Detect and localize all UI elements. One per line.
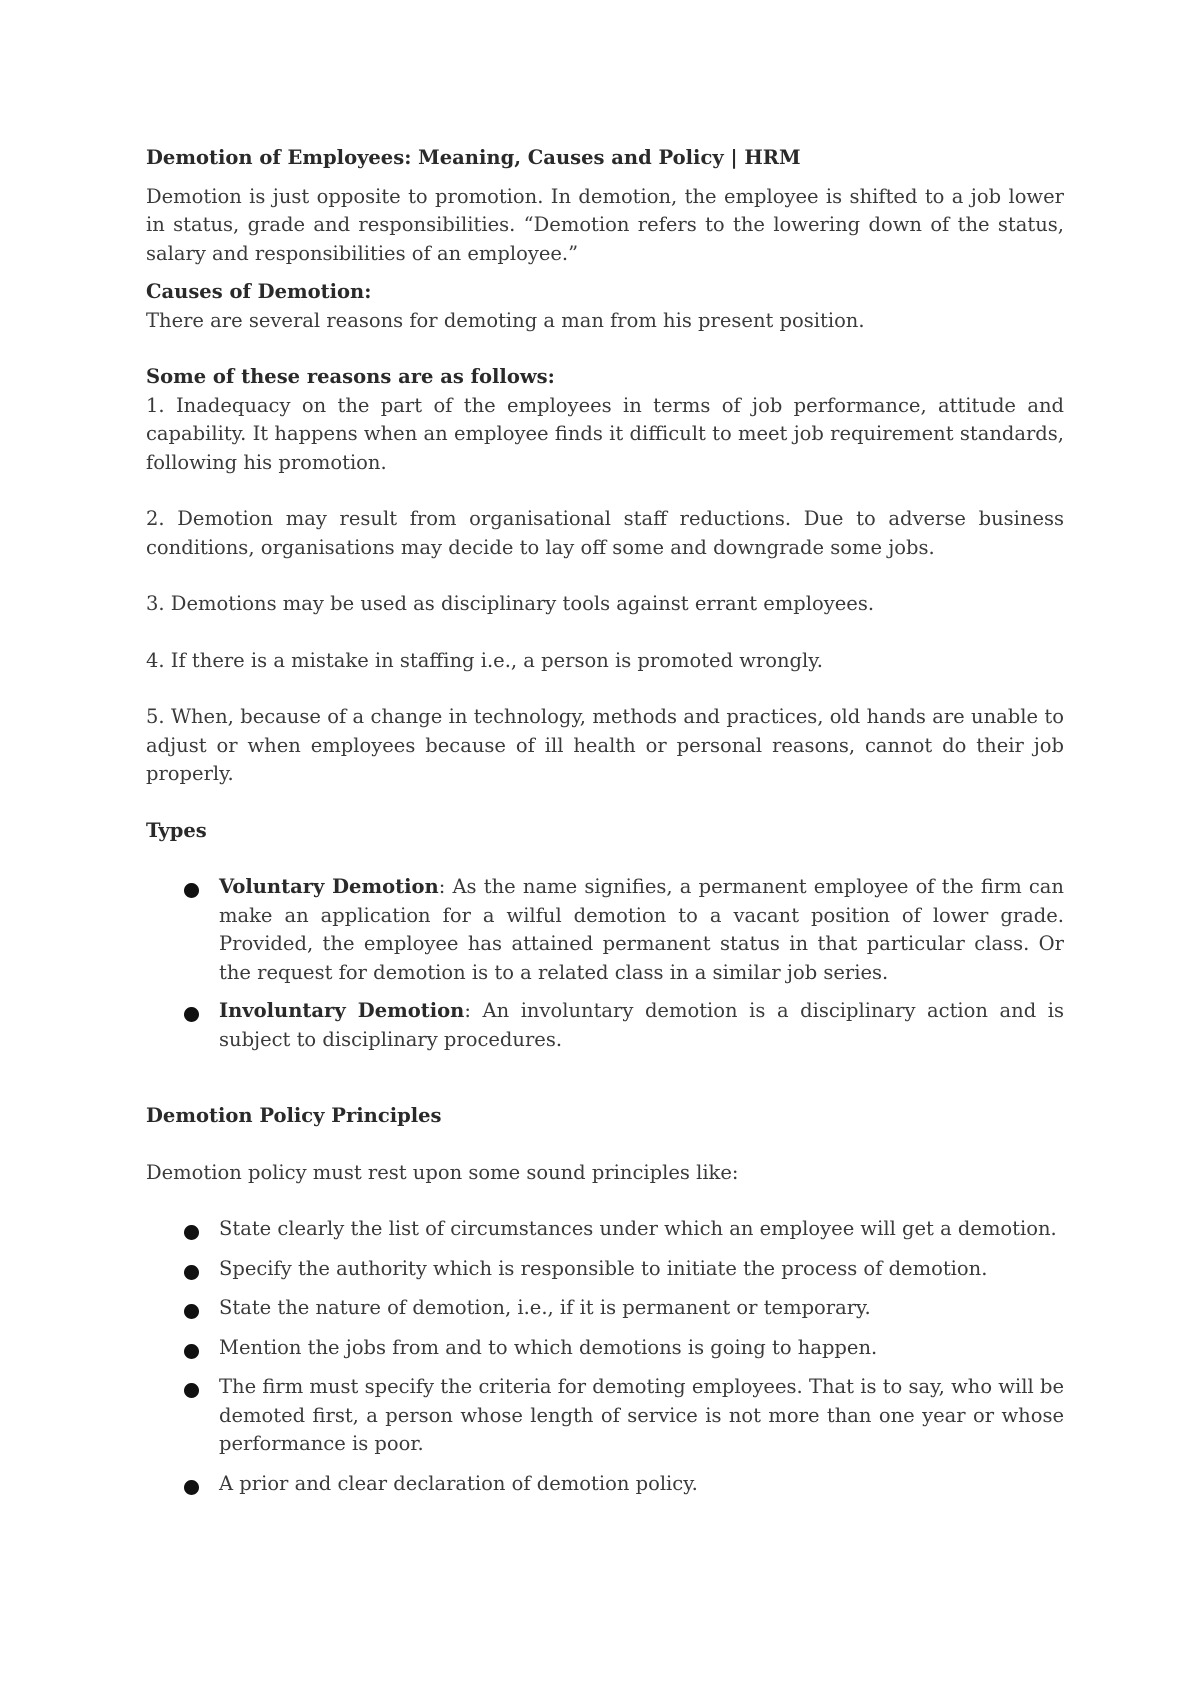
types-heading: Types <box>146 818 207 842</box>
principle-text: The firm must specify the criteria for demoting employees. That is to say, who will be demoted first, a person whose length of service is not more than one year or whose performance is poor. <box>219 1375 1064 1455</box>
principle-text: State the nature of demotion, i.e., if it is permanent or temporary. <box>219 1296 871 1319</box>
list-item <box>146 1373 1064 1459</box>
list-item <box>146 1215 1064 1244</box>
type-term: Voluntary Demotion <box>219 875 439 898</box>
list-item <box>146 1334 1064 1363</box>
bullet-icon <box>184 1265 199 1280</box>
principle-text: A prior and clear declaration of demotion policy. <box>219 1471 698 1495</box>
bullet-icon <box>184 1480 199 1495</box>
bullet-icon <box>184 883 199 898</box>
intro-paragraph: Demotion is just opposite to promotion. In demotion, the employee is shifted to a job lower in status, grade and responsibilities. “Demotion refers to the lowering down of the status, salary and responsibilities of an employee.” <box>146 184 1064 265</box>
types-list <box>146 873 1064 1054</box>
causes-text: There are several reasons for demoting a man from his present position. <box>146 308 865 332</box>
document-page <box>146 144 1064 1509</box>
principle-text: Specify the authority which is responsible to initiate the process of demotion. <box>219 1256 988 1280</box>
list-item <box>146 873 1064 987</box>
cause-item-1: 1. Inadequacy on the part of the employees in terms of job performance, attitude and capability. It happens when an employee finds it difficult to meet job requirement standards, following his promotion. <box>146 393 1064 474</box>
cause-item-4: 4. If there is a mistake in staffing i.e., a person is promoted wrongly. <box>146 648 823 672</box>
cause-item-3: 3. Demotions may be used as disciplinary tools against errant employees. <box>146 592 875 615</box>
list-item <box>146 1294 1064 1323</box>
bullet-icon <box>184 1225 199 1240</box>
policy-heading: Demotion Policy Principles <box>146 1104 442 1127</box>
principle-text: State clearly the list of circumstances under which an employee will get a demotion. <box>219 1217 1057 1240</box>
principles-list <box>146 1215 1064 1498</box>
bullet-icon <box>184 1007 199 1022</box>
list-item <box>146 1255 1064 1284</box>
type-description: : An involuntary demotion is a disciplinary action and is subject to disciplinary procedures. <box>219 999 1064 1051</box>
principle-text: Mention the jobs from and to which demotions is going to happen. <box>219 1335 878 1359</box>
bullet-icon <box>184 1344 199 1359</box>
causes-heading: Causes of Demotion: <box>146 280 372 303</box>
causes-subheading: Some of these reasons are as follows: <box>146 365 555 388</box>
policy-intro: Demotion policy must rest upon some sound principles like: <box>146 1160 739 1184</box>
list-item <box>146 997 1064 1054</box>
type-term: Involuntary Demotion <box>219 999 465 1022</box>
cause-item-5: 5. When, because of a change in technology, methods and practices, old hands are unable to adjust or when employees because of ill health or personal reasons, cannot do their job properly. <box>146 705 1064 785</box>
bullet-icon <box>184 1304 199 1319</box>
document-title: Demotion of Employees: Meaning, Causes and Policy | HRM <box>146 146 801 169</box>
cause-item-2: 2. Demotion may result from organisational staff reductions. Due to adverse business conditions, organisations may decide to lay off some and downgrade some jobs. <box>146 507 1064 559</box>
list-item <box>146 1470 1064 1499</box>
bullet-icon <box>184 1383 199 1398</box>
type-description: : As the name signifies, a permanent employee of the firm can make an application for a wilful demotion to a vacant position of lower grade. Provided, the employee has attained permanent status in that particular class. Or the request for demotion is to a related class in a similar job series. <box>219 875 1064 984</box>
